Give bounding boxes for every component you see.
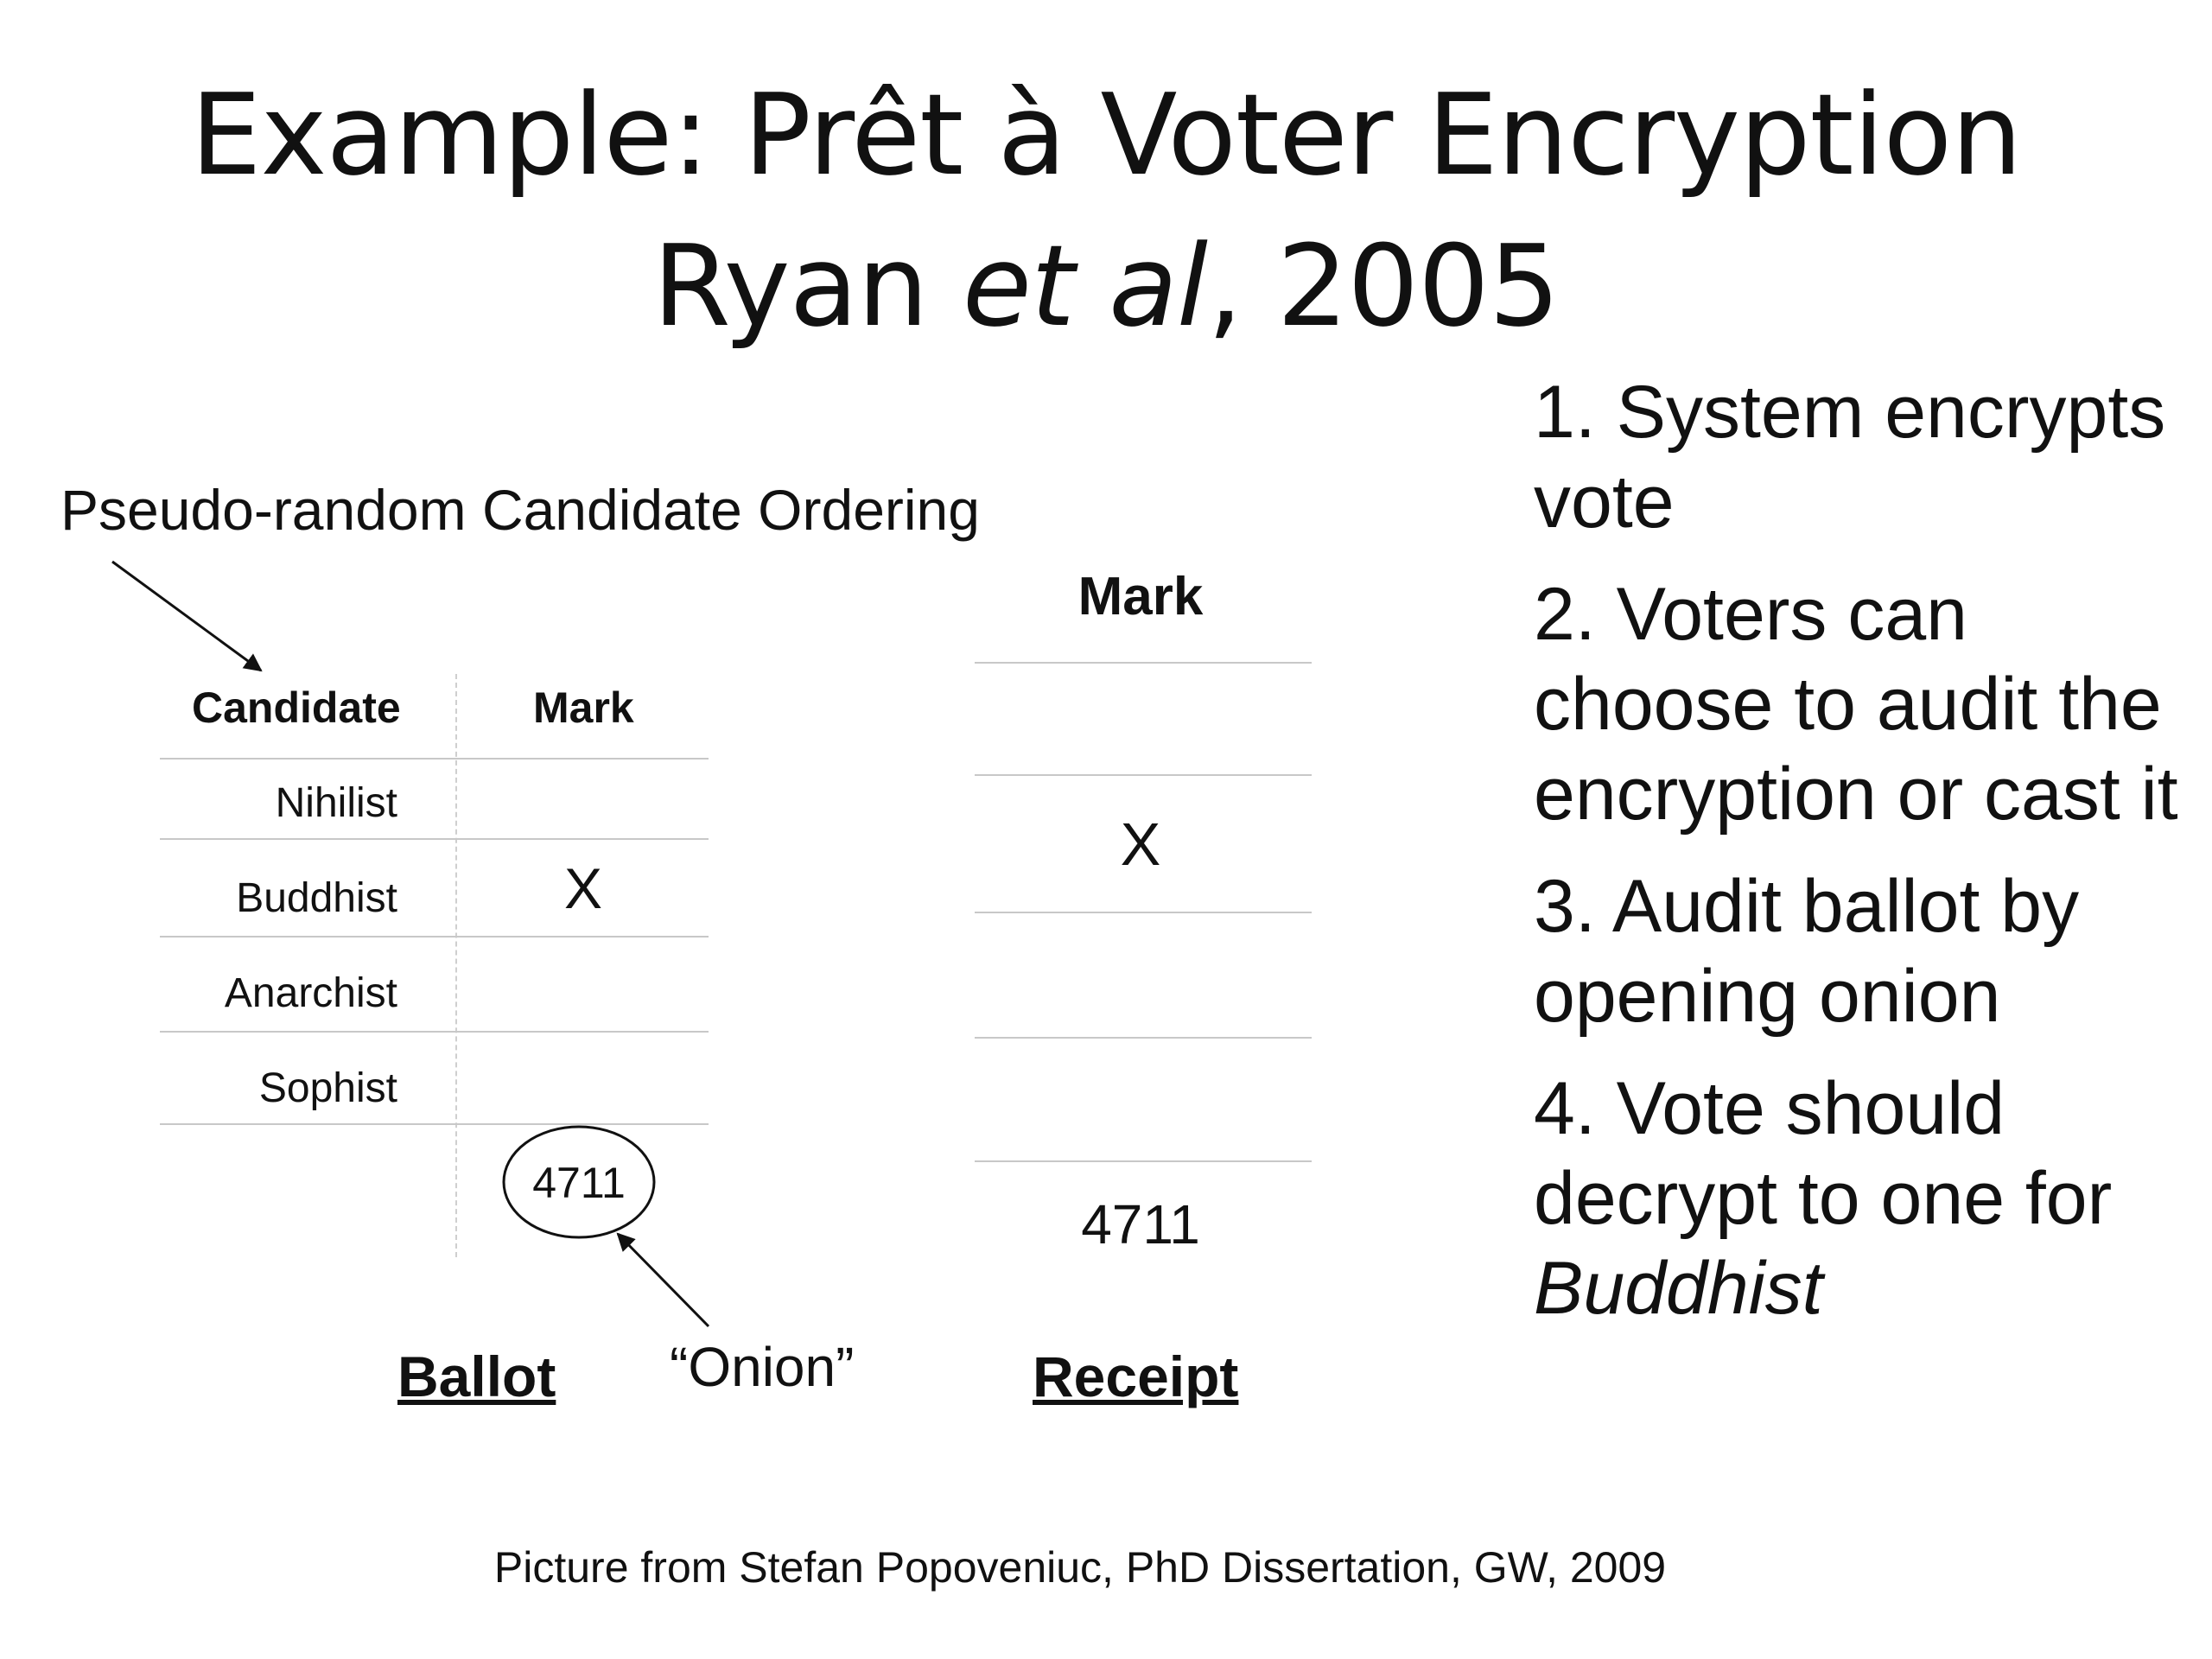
ballot-divider [160,838,709,840]
receipt-divider [975,774,1312,776]
ballot-header-mark: Mark [533,683,634,732]
ballot-divider [160,1123,709,1125]
onion-label: “Onion” [670,1336,855,1398]
receipt-label: Receipt [1033,1344,1239,1408]
ballot-row-mark: X [563,856,603,920]
slide-title-line1: Example: Prêt à Voter Encryption [190,69,2022,200]
step-4-text: 4. Vote should decrypt to one for [1534,1067,2113,1240]
ballot-row-candidate: Anarchist [224,970,397,1016]
ballot-row-candidate: Buddhist [236,875,397,921]
ballot-label: Ballot [397,1344,556,1408]
ballot-divider [160,758,709,760]
receipt-divider [975,1037,1312,1039]
step-1: 1. System encrypts vote [1534,371,2166,543]
ordering-arrow [112,562,261,671]
title-year: , 2005 [1207,220,1560,352]
steps-list [1534,367,2190,1356]
receipt-mark: X [1120,810,1161,878]
step-3: 3. Audit ballot by opening onion [1534,865,2080,1038]
onion-arrow [618,1234,709,1326]
ballot-column-divider [455,674,457,1257]
ballot-divider [160,936,709,938]
receipt-divider [975,912,1312,913]
ordering-annotation: Pseudo-random Candidate Ordering [60,478,980,542]
step-4-candidate: Buddhist [1534,1247,1823,1330]
step-4 [1534,1064,2190,1333]
ballot-row-candidate: Nihilist [275,780,397,826]
picture-credit: Picture from Stefan Popoveniuc, PhD Dissertation, GW, 2009 [493,1543,1667,1592]
receipt-header-mark: Mark [1077,567,1204,626]
receipt-value: 4711 [1081,1193,1200,1255]
title-et-al: et al [962,220,1208,352]
title-authors: Ryan [652,220,963,352]
receipt-divider [975,1160,1312,1162]
ballot-header-candidate: Candidate [192,683,401,732]
ballot-row-candidate: Sophist [258,1065,397,1111]
onion-value: 4711 [532,1159,626,1207]
step-2: 2. Voters can choose to audit the encryption or cast it [1534,573,2178,836]
ballot-divider [160,1031,709,1033]
receipt-divider [975,662,1312,664]
